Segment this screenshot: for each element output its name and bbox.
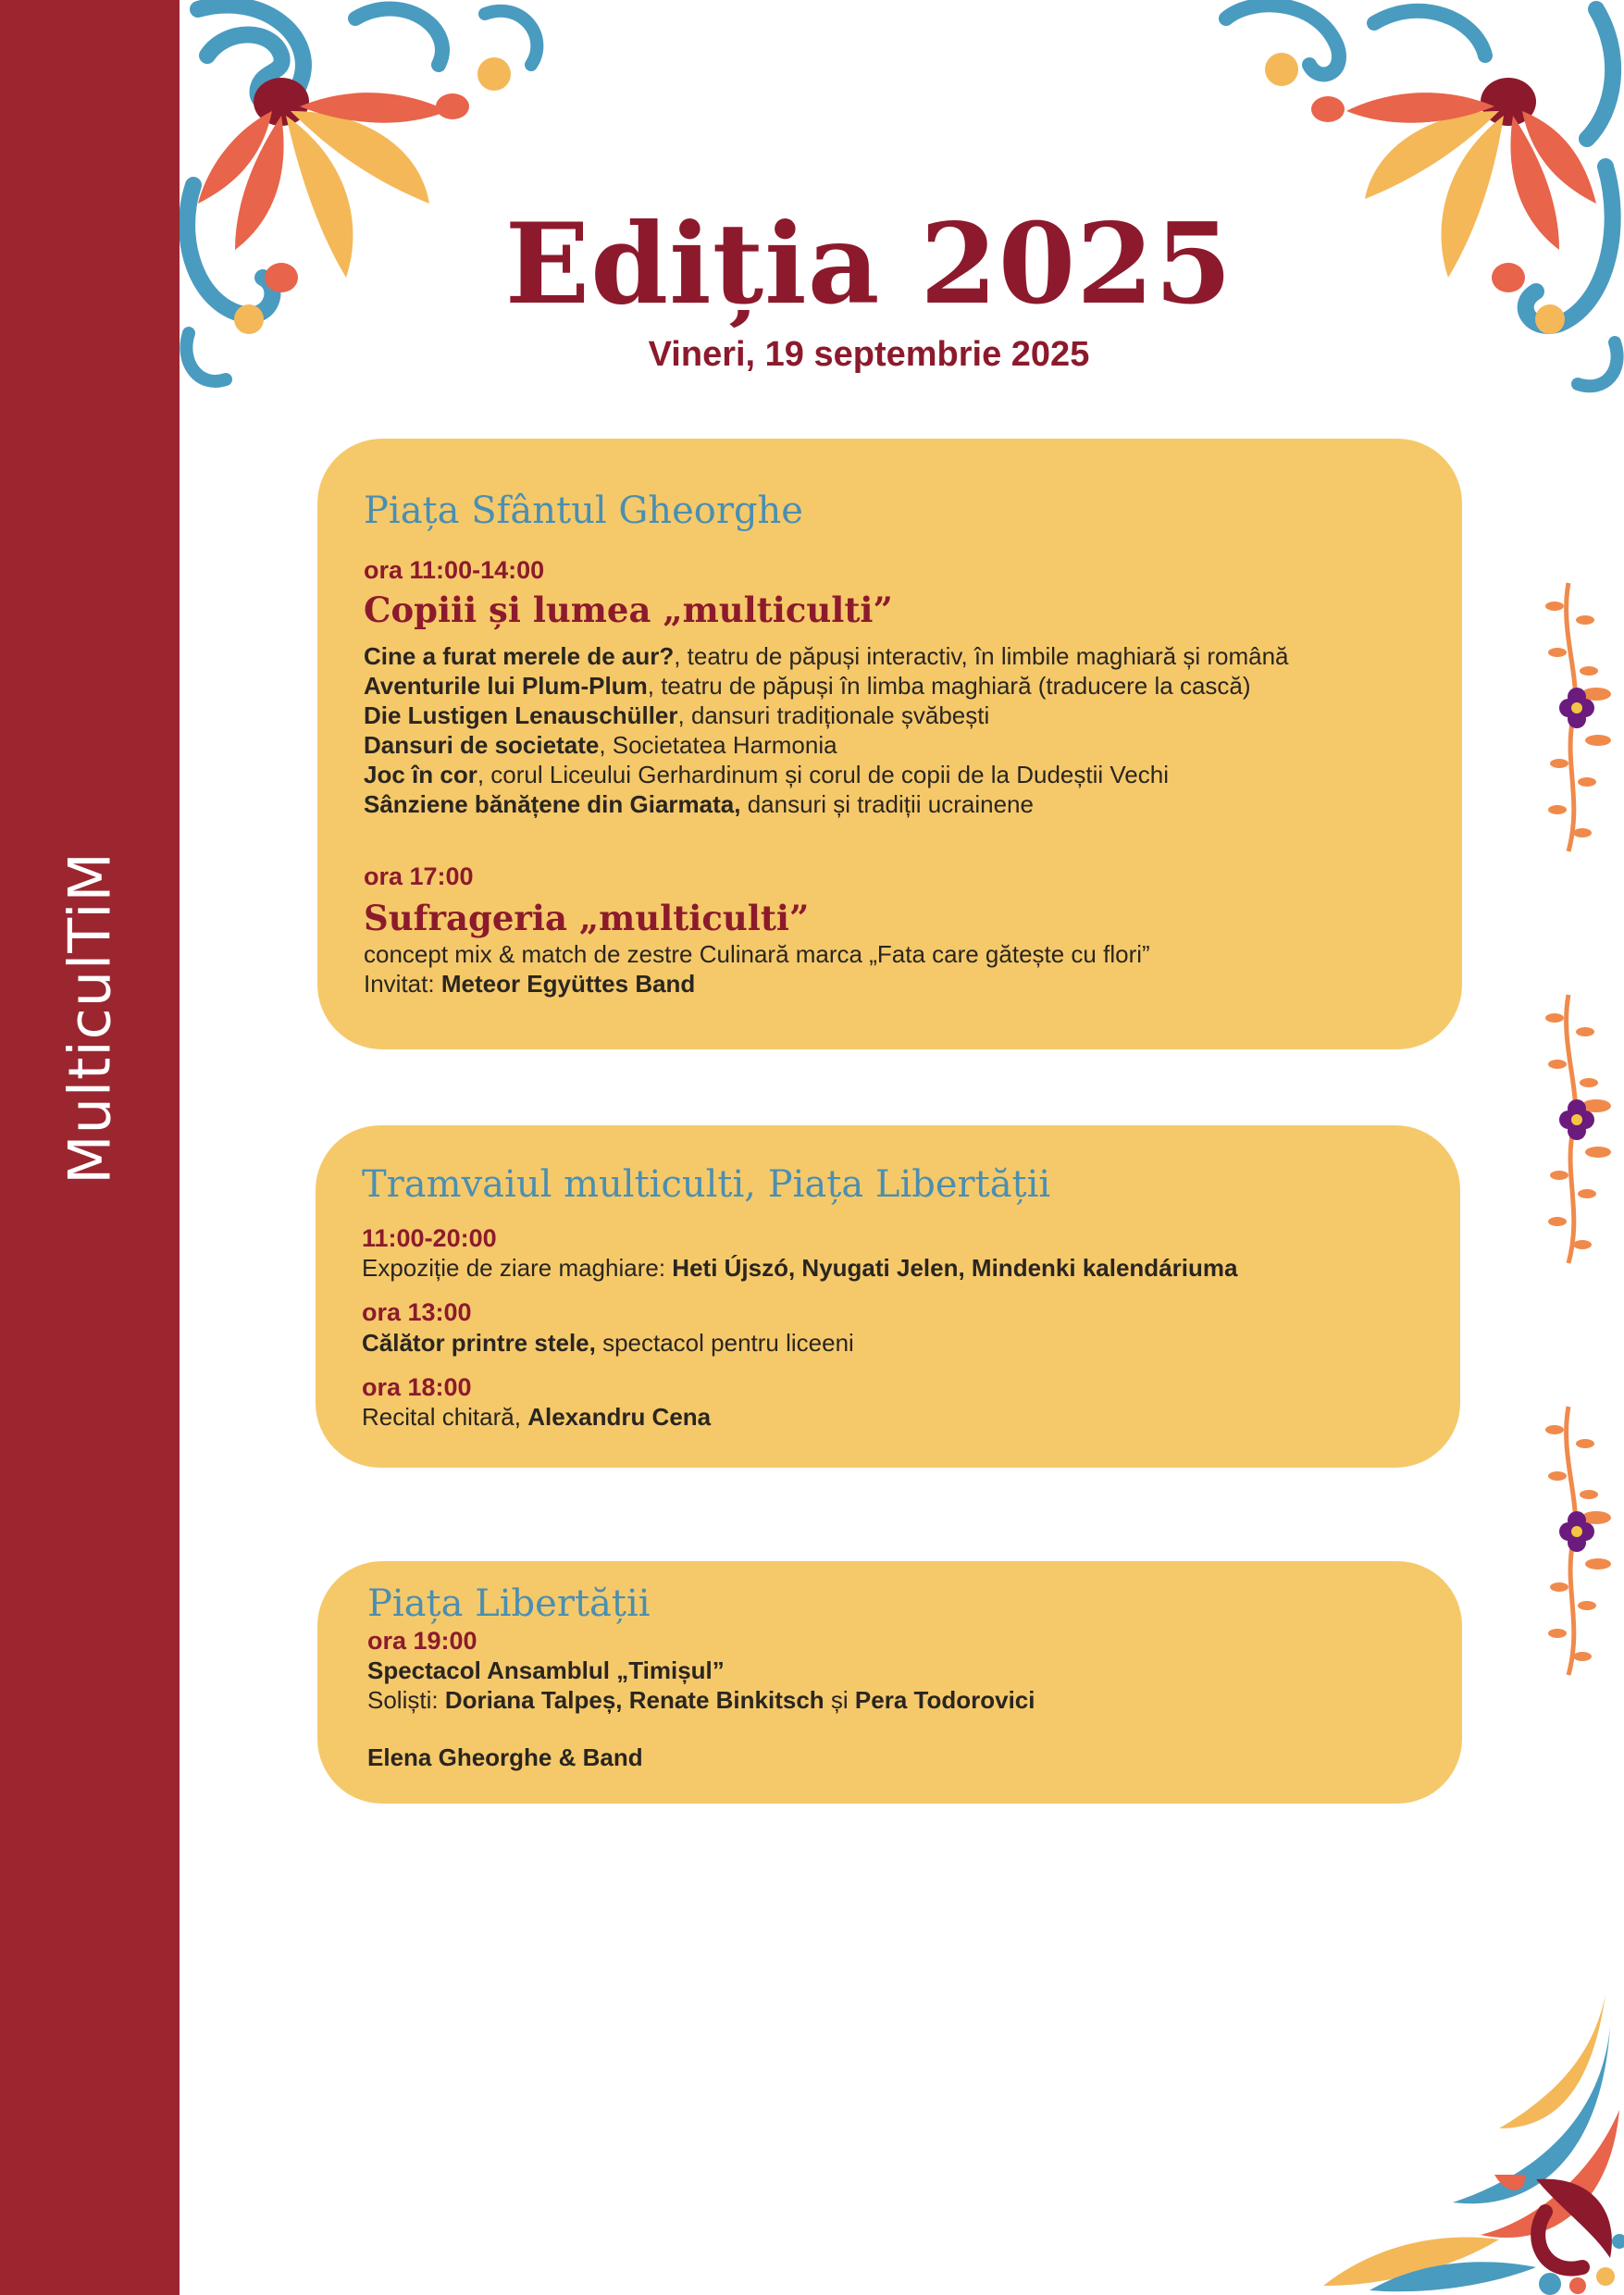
event-time: ora 17:00: [364, 862, 474, 890]
right-floral-vine-1: [1531, 578, 1615, 856]
event-description: Expoziție de ziare maghiare: Heti Újszó, Nyugati Jelen, Mindenki kalendáriuma: [362, 1254, 1238, 1283]
program-card-piata-libertatii: [317, 1561, 1462, 1804]
brand-label: MulticulTiM: [56, 851, 124, 1185]
soloists: Soliști: Doriana Talpeș, Renate Binkitsch și Pera Todorovici: [367, 1686, 1035, 1715]
page-title: Ediția 2025: [504, 199, 1233, 329]
event-title: Sufrageria „multiculti”: [364, 898, 810, 939]
event-description: concept mix & match de zestre Culinară marca „Fata care gătește cu flori”: [364, 940, 1150, 969]
list-item: Dansuri de societate, Societatea Harmonia: [364, 730, 837, 759]
list-item: Cine a furat merele de aur?, teatru de păpuși interactiv, în limbile maghiară și română: [364, 641, 1289, 670]
program-card-tramvaiul-multiculti: [316, 1125, 1460, 1468]
venue-title: Piața Libertății: [367, 1582, 651, 1625]
event-time: ora 18:00: [362, 1372, 472, 1401]
sidebar: [0, 0, 180, 2295]
program-card-piata-sf-gheorghe: [317, 439, 1462, 1049]
list-item: Die Lustigen Lenauschüller, dansuri tradiționale șvăbești: [364, 701, 990, 729]
bottom-right-floral-ornament: [1314, 1990, 1624, 2295]
event-time: ora 19:00: [367, 1627, 477, 1655]
list-item: Joc în cor, corul Liceului Gerhardinum și corul de copii de la Dudeștii Vechi: [364, 760, 1169, 788]
event-description: Recital chitară, Alexandru Cena: [362, 1403, 712, 1432]
event-list: [364, 641, 1425, 819]
event-description: Călător printre stele, spectacol pentru liceeni: [362, 1328, 854, 1357]
event-time: 11:00-20:00: [362, 1224, 497, 1252]
venue-title: Tramvaiul multiculti, Piața Libertății: [362, 1163, 1051, 1206]
right-floral-vine-3: [1531, 1402, 1615, 1680]
band-name: Elena Gheorghe & Band: [367, 1743, 643, 1772]
event-time: ora 13:00: [362, 1298, 472, 1327]
page-subtitle-date: Vineri, 19 septembrie 2025: [648, 335, 1090, 374]
event-guest: Invitat: Meteor Együttes Band: [364, 970, 696, 999]
event-time: ora 11:00-14:00: [364, 556, 545, 584]
list-item: Sânziene bănățene din Giarmata, dansuri și tradiții ucrainene: [364, 789, 1034, 818]
event-title: Copiii și lumea „multiculti”: [364, 589, 893, 631]
list-item: Aventurile lui Plum-Plum, teatru de păpuși în limba maghiară (traducere la cască): [364, 671, 1251, 700]
right-floral-vine-2: [1531, 990, 1615, 1268]
venue-title: Piața Sfântul Gheorghe: [364, 490, 803, 532]
show-title: Spectacol Ansamblul „Timișul”: [367, 1656, 725, 1685]
